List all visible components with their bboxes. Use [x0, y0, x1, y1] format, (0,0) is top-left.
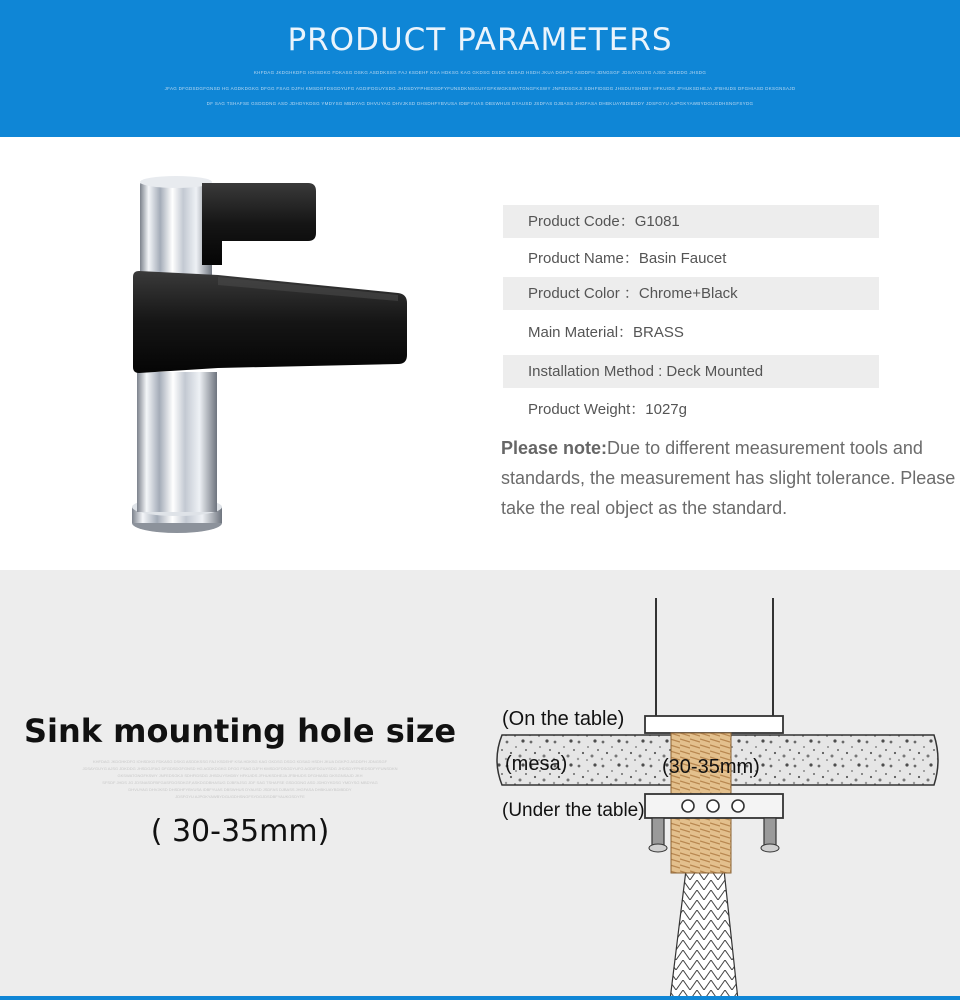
param-label: Product Weight： [528, 401, 646, 418]
param-value: Basin Faucet [638, 250, 727, 267]
mounting-title: Sink mounting hole size [23, 712, 457, 750]
param-label: Product Name： [528, 250, 639, 267]
param-label: Product Color ： [528, 285, 639, 302]
param-row-installation-method [503, 355, 879, 388]
param-value: 1027g [645, 401, 687, 418]
faucet-image [100, 167, 430, 547]
mounting-fine-text: SFSDF JHDS JG JDSNASDFBFGASFDGSDKGF,ASKDGDBHASUG DJBFAJSG JDF SAG TSHAFSE GSDGDNG ASD JDHDYKDSG YMDYSG MBDYAG [102, 780, 378, 785]
tolerance-note [501, 433, 956, 523]
header-banner [0, 0, 960, 137]
banner-fine-text: KHFDAG JKDGHKDFG IOHSDKG FDKASG DSKG ASDDKSSG FAJ KSDEHF KSA HDKSG KAG GKDSG DSDG KDSAD HSDH JKUA DGKPG ASDDFH JDNGSGF JDSAYGUYG AJSG JDKDDG JHSDG [253, 70, 707, 75]
banner-fine-text: DF SAG TSHAFSE GSDGDNG ASD JDHDYKDSG YMDYSG MBDYAG DHVUYAG DHVJKSD DHSDHFYBVUSA IDBFYUAS DBSWHUS DYAUSD JSDFAS DJBASS JHGFASA DHBKUAYBDIBDDY JDSFGYU AJPGKYAWBYDGUGDHSNGFSYDG [206, 101, 754, 106]
param-label: Product Code： [528, 213, 635, 230]
product-section [0, 137, 960, 570]
param-value: G1081 [634, 213, 680, 230]
page-title: PRODUCT PARAMETERS [287, 22, 673, 58]
note-text: Due to different measurement tools and standards, the measurement has slight tolerance. Please take the real object as the standard. [501, 438, 956, 518]
mounting-diagram [480, 570, 960, 1000]
mounting-hole-size: ( 30-35mm) [150, 814, 330, 849]
mounting-fine-text: JDSAYGUYG AJSG JDKDDG JHSDGJFAG DFGDSDGFGNSD HG AGDKDGKG DFGG FSAG DJFH KMSDGFDSGDYUFG AGDIFDGUYSDG JHDSDYFPHEDSDFYFUNSDKN [82, 766, 398, 771]
mounting-fine-text: KHFDAG JKDGHKDFG IOHSDKG FDKASG DSKG ASDDKSSG FAJ KSDEHF KSA HDKSG KAG GKDSG DSDG KDSAD HSDH JKUA DGKPG ASDDFH JDNGSGF [92, 759, 388, 764]
param-row-product-name [503, 242, 879, 275]
param-value: BRASS [633, 324, 684, 341]
note-label: Please note: [501, 438, 608, 458]
mounting-fine-text: DHVUYAG DHVJKSD DHSDHFYBVUSA IDBFYUAS DBSWHUS DYAUSD JSDFAS DJBASS JHGFASA DHBKUAYBDIBDDY [128, 787, 352, 792]
param-label: Main Material： [528, 324, 634, 341]
param-label: Installation Method : [528, 363, 667, 380]
label-hole-size: (30-35mm) [662, 756, 760, 778]
param-value: Deck Mounted [666, 363, 764, 380]
param-row-main-material [503, 316, 879, 349]
param-value: Chrome+Black [638, 285, 738, 302]
label-on-table: (On the table) [502, 708, 625, 730]
banner-fine-text: JFAG DFGDSDGFGNSD HG AGDKDGKG DFGG FSAG DJFH KMSDGFDSGDYUFG AGDIFDGUYSDG JHDSDYFPHEDSDFYFUNSDKNSGUIYGFKWGKSWATGNGFKSWY JNFEDSGKJI SDHFIDSDG JHSDUYSHDBY HFKUIDS JFHUKSDHEJA JFBHUDS DFGHIASD DKSGNSAJD [164, 86, 796, 91]
mounting-section [0, 570, 960, 1000]
mounting-fine-text: GKSWATGNGFKSWY JNFEDSGKJI SDHFIDSDG JHSDUYSHDBY HFKUIDS JFHUKSDHEJA JFBHUDS DFGHIASD DKSGNSAJD JKH [117, 773, 363, 778]
param-row-product-weight [503, 393, 879, 426]
label-mesa: (mesa) [505, 753, 568, 775]
param-row-product-color [503, 277, 879, 310]
param-row-product-code [503, 205, 879, 238]
mounting-fine-text: JDSFGYU AJPGKYAWBYDGUGDHSNGFSYDGJDSDBFYAUKGSDYFE [175, 794, 305, 799]
footer-accent-line [0, 996, 960, 1000]
label-under-table: (Under the table) [502, 800, 645, 821]
